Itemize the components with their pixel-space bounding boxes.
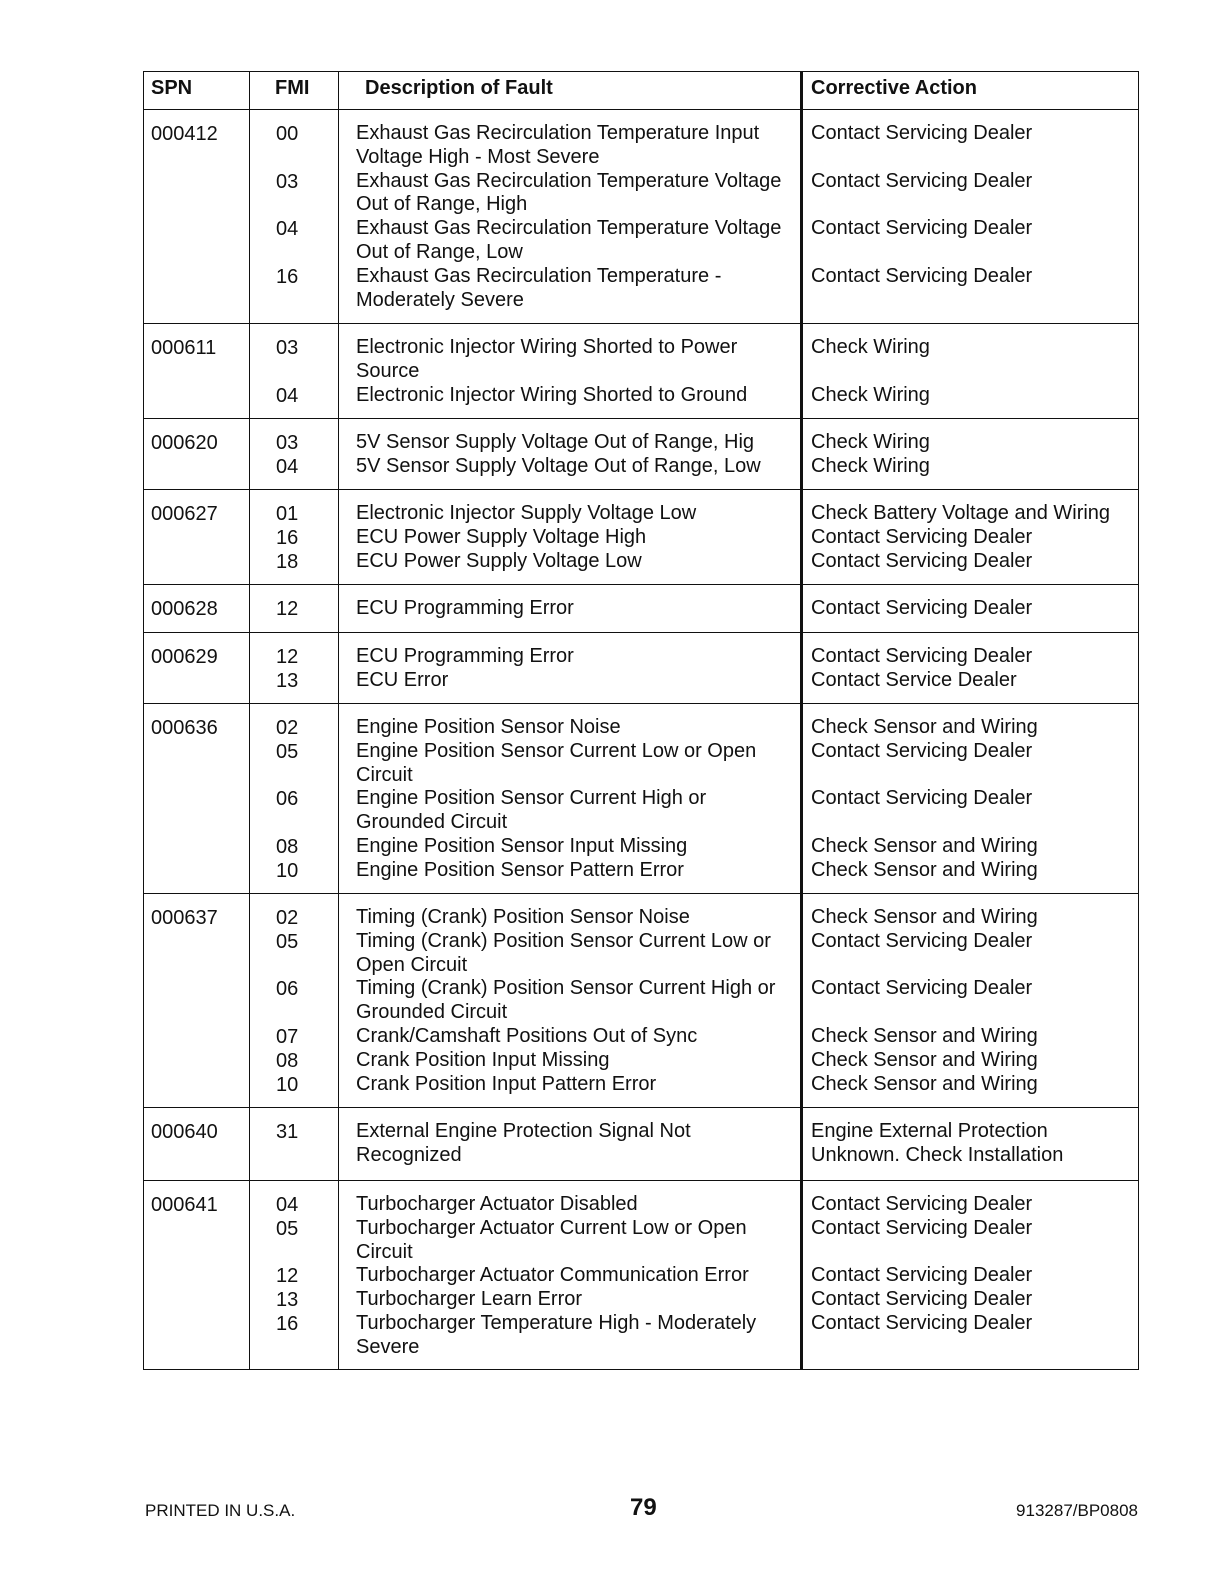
fmi-code: 04 bbox=[276, 218, 299, 241]
fault-description: ECU Programming Error bbox=[356, 645, 574, 667]
corrective-action: Contact Servicing Dealer bbox=[811, 217, 1033, 240]
fmi-code: 06 bbox=[276, 978, 299, 1001]
corrective-action: Contact Servicing Dealer bbox=[811, 1216, 1033, 1239]
corrective-action: Contact Servicing Dealer bbox=[811, 597, 1033, 619]
fault-description: Electronic Injector Wiring Shorted to Ground bbox=[356, 383, 748, 406]
fault-description: Turbocharger Actuator Communication Error bbox=[356, 1264, 749, 1287]
table-row bbox=[144, 1288, 1138, 1312]
table-group bbox=[144, 704, 1138, 894]
table-group bbox=[144, 490, 1138, 585]
table-row bbox=[144, 1049, 1138, 1073]
corrective-action: Contact Servicing Dealer bbox=[811, 264, 1033, 287]
fault-description: External Engine Protection Signal Not Recognized bbox=[356, 1120, 691, 1166]
table-row bbox=[144, 526, 1138, 550]
corrective-action: Contact Servicing Dealer bbox=[811, 739, 1033, 762]
table-group bbox=[144, 633, 1138, 704]
fmi-code: 12 bbox=[276, 1265, 299, 1288]
spn-code: 000412 bbox=[151, 123, 218, 145]
table-group bbox=[144, 894, 1138, 1108]
corrective-action: Contact Servicing Dealer bbox=[811, 1311, 1033, 1334]
footer-printed: PRINTED IN U.S.A. bbox=[145, 1501, 296, 1520]
fmi-code: 13 bbox=[276, 669, 299, 692]
corrective-action: Check Sensor and Wiring bbox=[811, 1072, 1038, 1095]
fmi-code: 02 bbox=[276, 907, 299, 929]
table-row bbox=[144, 1217, 1138, 1265]
fault-description: Timing (Crank) Position Sensor Current High or Grounded Circuit bbox=[356, 977, 776, 1024]
spn-code: 000640 bbox=[151, 1121, 218, 1143]
fault-description: Engine Position Sensor Pattern Error bbox=[356, 858, 684, 881]
table-row bbox=[144, 170, 1138, 218]
table-group bbox=[144, 585, 1138, 633]
table-group bbox=[144, 110, 1138, 324]
corrective-action: Check Sensor and Wiring bbox=[811, 1024, 1038, 1047]
table-row bbox=[144, 597, 1138, 621]
fault-description: Electronic Injector Supply Voltage Low bbox=[356, 502, 697, 524]
fmi-code: 04 bbox=[276, 384, 299, 407]
table-group bbox=[144, 324, 1138, 419]
page-number: 79 bbox=[630, 1494, 657, 1521]
spn-code: 000641 bbox=[151, 1194, 218, 1216]
table-row bbox=[144, 550, 1138, 574]
header-fmi: FMI bbox=[275, 77, 310, 99]
table-row bbox=[144, 502, 1138, 526]
fault-description: 5V Sensor Supply Voltage Out of Range, Low bbox=[356, 454, 761, 477]
fmi-code: 06 bbox=[276, 788, 299, 811]
fmi-code: 18 bbox=[276, 550, 299, 573]
corrective-action: Contact Servicing Dealer bbox=[811, 1193, 1033, 1215]
fault-description: ECU Programming Error bbox=[356, 597, 574, 619]
corrective-action: Contact Servicing Dealer bbox=[811, 645, 1033, 667]
corrective-action: Contact Servicing Dealer bbox=[811, 169, 1033, 192]
table-row bbox=[144, 645, 1138, 669]
fault-description: ECU Error bbox=[356, 668, 449, 691]
corrective-action: Check Sensor and Wiring bbox=[811, 1048, 1038, 1071]
header-description: Description of Fault bbox=[365, 77, 553, 99]
corrective-action: Contact Servicing Dealer bbox=[811, 929, 1033, 952]
corrective-action: Contact Servicing Dealer bbox=[811, 787, 1033, 810]
fmi-code: 08 bbox=[276, 1049, 299, 1072]
table-row bbox=[144, 669, 1138, 693]
fault-description: Engine Position Sensor Current High or Grounded Circuit bbox=[356, 787, 707, 834]
corrective-action: Contact Servicing Dealer bbox=[811, 1264, 1033, 1287]
table-row bbox=[144, 1264, 1138, 1288]
fault-description: Timing (Crank) Position Sensor Noise bbox=[356, 906, 690, 928]
fmi-code: 12 bbox=[276, 646, 299, 668]
fmi-code: 03 bbox=[276, 337, 299, 359]
table-row bbox=[144, 1025, 1138, 1049]
fault-code-table bbox=[143, 71, 1139, 1370]
fault-description: 5V Sensor Supply Voltage Out of Range, Hig bbox=[356, 431, 755, 453]
fmi-code: 05 bbox=[276, 930, 299, 953]
fmi-code: 16 bbox=[276, 1312, 299, 1335]
table-row bbox=[144, 1193, 1138, 1217]
table-row bbox=[144, 455, 1138, 479]
fmi-code: 04 bbox=[276, 1194, 299, 1216]
fmi-code: 07 bbox=[276, 1025, 299, 1048]
corrective-action: Engine External Protection Unknown. Check Installation bbox=[811, 1120, 1064, 1166]
fault-description: Timing (Crank) Position Sensor Current Low or Open Circuit bbox=[356, 929, 771, 976]
table-group bbox=[144, 419, 1138, 490]
fault-description: Engine Position Sensor Input Missing bbox=[356, 834, 688, 857]
fmi-code: 01 bbox=[276, 503, 299, 525]
table-row bbox=[144, 384, 1138, 408]
table-row bbox=[144, 835, 1138, 859]
fault-description: Crank Position Input Missing bbox=[356, 1048, 610, 1071]
corrective-action: Contact Servicing Dealer bbox=[811, 1288, 1033, 1311]
fault-description: Engine Position Sensor Noise bbox=[356, 716, 621, 738]
fmi-code: 16 bbox=[276, 265, 299, 288]
table-row bbox=[144, 787, 1138, 835]
footer-doc-number: 913287/BP0808 bbox=[1016, 1501, 1138, 1520]
fault-description: Crank Position Input Pattern Error bbox=[356, 1072, 657, 1095]
spn-code: 000636 bbox=[151, 717, 218, 739]
table-row bbox=[144, 122, 1138, 170]
header-spn: SPN bbox=[151, 77, 193, 99]
fault-description: Turbocharger Temperature High - Moderately Severe bbox=[356, 1311, 757, 1358]
table-row bbox=[144, 716, 1138, 740]
table-row bbox=[144, 1073, 1138, 1097]
table-row bbox=[144, 217, 1138, 265]
corrective-action: Check Wiring bbox=[811, 383, 930, 406]
fmi-code: 02 bbox=[276, 717, 299, 739]
fmi-code: 03 bbox=[276, 170, 299, 193]
corrective-action: Check Sensor and Wiring bbox=[811, 716, 1038, 738]
corrective-action: Contact Servicing Dealer bbox=[811, 549, 1033, 572]
spn-code: 000611 bbox=[151, 337, 217, 359]
table-group bbox=[144, 1108, 1138, 1181]
fault-description: Turbocharger Actuator Current Low or Open Circuit bbox=[356, 1216, 747, 1263]
spn-code: 000637 bbox=[151, 907, 218, 929]
table-row bbox=[144, 906, 1138, 930]
fault-description: Exhaust Gas Recirculation Temperature Input Voltage High - Most Severe bbox=[356, 122, 760, 168]
corrective-action: Check Wiring bbox=[811, 336, 930, 358]
fault-description: ECU Power Supply Voltage Low bbox=[356, 549, 642, 572]
spn-code: 000629 bbox=[151, 646, 218, 668]
corrective-action: Check Wiring bbox=[811, 431, 930, 453]
fmi-code: 12 bbox=[276, 598, 299, 620]
corrective-action: Check Sensor and Wiring bbox=[811, 906, 1038, 928]
fault-description: Turbocharger Learn Error bbox=[356, 1288, 583, 1311]
corrective-action: Check Sensor and Wiring bbox=[811, 858, 1038, 881]
fault-description: Exhaust Gas Recirculation Temperature Voltage Out of Range, Low bbox=[356, 217, 782, 263]
corrective-action: Contact Servicing Dealer bbox=[811, 525, 1033, 548]
table-row bbox=[144, 1312, 1138, 1360]
fmi-code: 05 bbox=[276, 740, 299, 763]
corrective-action: Check Sensor and Wiring bbox=[811, 834, 1038, 857]
table-header bbox=[144, 72, 1138, 110]
fmi-code: 13 bbox=[276, 1289, 299, 1312]
table-row bbox=[144, 336, 1138, 384]
fault-description: Turbocharger Actuator Disabled bbox=[356, 1193, 638, 1215]
spn-code: 000620 bbox=[151, 432, 218, 454]
table-row bbox=[144, 431, 1138, 455]
corrective-action: Contact Servicing Dealer bbox=[811, 122, 1033, 144]
fmi-code: 05 bbox=[276, 1217, 299, 1240]
spn-code: 000627 bbox=[151, 503, 218, 525]
fmi-code: 00 bbox=[276, 123, 299, 145]
table-row bbox=[144, 265, 1138, 313]
fault-description: Crank/Camshaft Positions Out of Sync bbox=[356, 1024, 698, 1047]
fault-description: Engine Position Sensor Current Low or Open Circuit bbox=[356, 739, 757, 786]
fmi-code: 04 bbox=[276, 455, 299, 478]
fmi-code: 08 bbox=[276, 835, 299, 858]
table-row bbox=[144, 740, 1138, 788]
table-row bbox=[144, 930, 1138, 978]
corrective-action: Check Battery Voltage and Wiring bbox=[811, 502, 1111, 524]
table-row bbox=[144, 1120, 1138, 1168]
fault-description: ECU Power Supply Voltage High bbox=[356, 525, 647, 548]
fmi-code: 16 bbox=[276, 526, 299, 549]
fault-description: Exhaust Gas Recirculation Temperature Voltage Out of Range, High bbox=[356, 169, 782, 216]
fault-description: Electronic Injector Wiring Shorted to Power Source bbox=[356, 336, 738, 382]
table-row bbox=[144, 859, 1138, 883]
fmi-code: 10 bbox=[276, 1073, 299, 1096]
corrective-action: Contact Service Dealer bbox=[811, 668, 1017, 691]
table-row bbox=[144, 977, 1138, 1025]
fault-description: Exhaust Gas Recirculation Temperature - Moderately Severe bbox=[356, 264, 722, 311]
corrective-action: Check Wiring bbox=[811, 454, 930, 477]
fmi-code: 10 bbox=[276, 859, 299, 882]
fmi-code: 03 bbox=[276, 432, 299, 454]
spn-code: 000628 bbox=[151, 598, 218, 620]
header-corrective-action: Corrective Action bbox=[811, 77, 977, 99]
fmi-code: 31 bbox=[276, 1121, 299, 1143]
corrective-action: Contact Servicing Dealer bbox=[811, 977, 1033, 1000]
table-group bbox=[144, 1181, 1138, 1371]
